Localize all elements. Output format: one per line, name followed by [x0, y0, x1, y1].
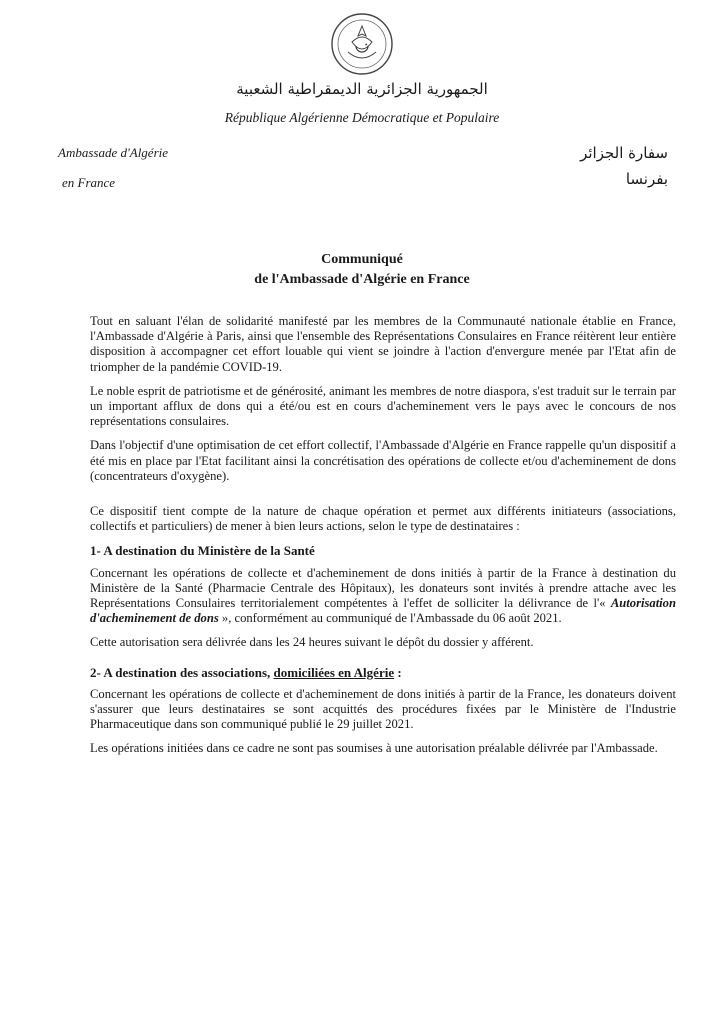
section-1-para-a-start: Concernant les opérations de collecte et d'acheminement de dons initiés à partir de la France à destination du Ministère de la Santé (Pharmacie Centrale des Hôpitaux), les donateurs sont invités à prendre attache avec les Représentations Consulaires territorialement compétentes à l'effet de solliciter la délivrance de l'« — [90, 565, 676, 611]
embassy-ar-line2: بفرنسا — [625, 170, 668, 188]
republic-name-arabic: الجمهورية الجزائرية الديمقراطية الشعبية — [236, 80, 488, 98]
paragraph-2: Le noble esprit de patriotisme et de générosité, animant les membres de notre diaspora, s'est traduit sur le terrain par un important afflux de dons qui a été/ou est en cours d'acheminement vers le pays avec le concours de nos représentations consulaires. — [90, 383, 676, 429]
communique-body — [90, 314, 676, 766]
title-line1: Communiqué — [321, 252, 403, 267]
communique-title — [0, 250, 724, 290]
section-1-para-a-end: », conformément au communiqué de l'Ambassade du 06 août 2021. — [221, 611, 562, 626]
national-emblem-seal — [330, 12, 394, 76]
section-1-paragraph-b: Cette autorisation sera délivrée dans les 24 heures suivant le dépôt du dossier y afférent. — [90, 635, 534, 650]
section-1-title: A destination du Ministère de la Santé — [103, 543, 315, 559]
paragraph-1: Tout en saluant l'élan de solidarité manifesté par les membres de la Communauté nationale établie en France, l'Ambassade d'Algérie à Paris, ainsi que l'ensemble des Représentations Consulaires en France réitèrent leur entière disposition à accompagner cet effort louable qui vient se joindre à l'action d'envergure menée par l'Etat afin de triompher de la pandémie COVID-19. — [90, 314, 676, 374]
section-1-heading — [90, 543, 676, 558]
section-2-title-underlined: domiciliées en Algérie — [273, 664, 395, 680]
embassy-fr-line2: en France — [62, 175, 116, 190]
section-2-number: 2- — [90, 664, 101, 680]
section-2-paragraph-b: Les opérations initiées dans ce cadre ne sont pas soumises à une autorisation préalable délivrée par l'Ambassade. — [90, 741, 658, 756]
embassy-name-french — [58, 138, 208, 198]
paragraph-4: Ce dispositif tient compte de la nature de chaque opération et permet aux différents initiateurs (associations, collectifs et particuliers) de mener à bien leurs actions, selon le type de destinataires : — [90, 504, 676, 534]
embassy-fr-line1: Ambassade d'Algérie — [58, 145, 169, 160]
section-1-paragraph-a — [90, 566, 676, 627]
embassy-ar-line1: سفارة الجزائر — [580, 144, 668, 162]
section-2-heading — [90, 665, 676, 680]
embassy-name-arabic — [528, 140, 668, 192]
section-2-title: A destination des associations, — [103, 664, 271, 680]
section-2-title-end: : — [397, 664, 402, 680]
section-2-paragraph-a: Concernant les opérations de collecte et d'acheminement de dons initiés à partir de la France, les donateurs doivent s'assurer que leurs destinataires se sont acquittés des procédures fixées par le Ministère de l'Industrie Pharmaceutique dans son communiqué publié le 29 juillet 2021. — [90, 686, 676, 732]
section-1-number: 1- — [90, 543, 101, 559]
section-1-para-a-emphasis: Autorisation d'acheminement de dons — [90, 596, 676, 626]
republic-name-french: République Algérienne Démocratique et Populaire — [224, 110, 500, 125]
title-line2: de l'Ambassade d'Algérie en France — [254, 272, 470, 287]
paragraph-3: Dans l'objectif d'une optimisation de cet effort collectif, l'Ambassade d'Algérie en France rappelle qu'un dispositif a été mis en place par l'Etat facilitant ainsi la concrétisation des opérations de collecte et/ou d'acheminement de dons (concentrateurs d'oxygène). — [90, 438, 676, 483]
